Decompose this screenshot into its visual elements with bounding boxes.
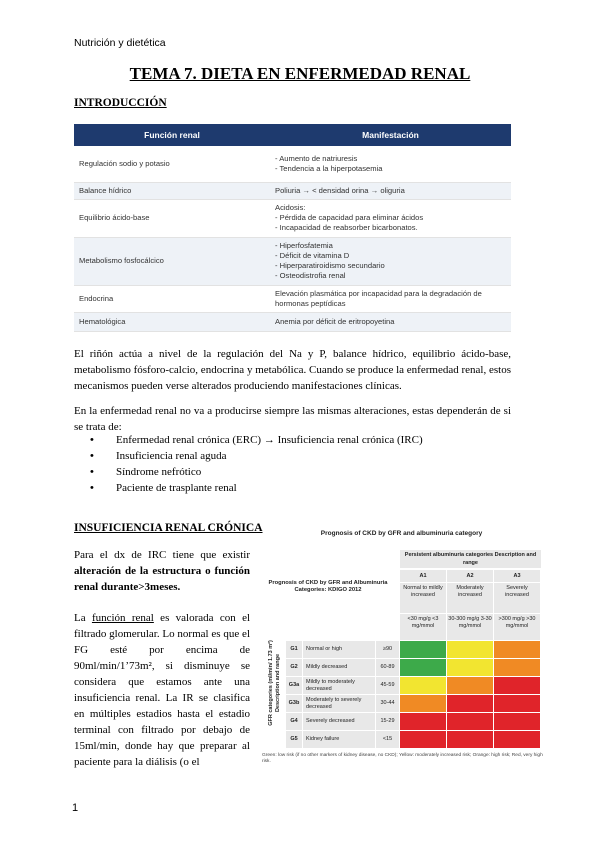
funcion-cell: Hematológica	[74, 312, 270, 331]
g-category-range: 15-29	[376, 713, 399, 730]
manifestacion-line: Acidosis:	[275, 203, 306, 212]
risk-cell	[447, 677, 493, 694]
irc-heading: INSUFICIENCIA RENAL CRÓNICA	[74, 522, 263, 534]
funcion-cell: Equilibrio ácido-base	[74, 199, 270, 237]
irc-p1-bold: alteración de la estructura o función renal durante>3meses.	[74, 565, 250, 593]
g-category-desc: Mildly decreased	[303, 659, 375, 676]
a-category-range: <30 mg/g <3 mg/mmol	[400, 614, 446, 640]
manifestacion-cell	[270, 285, 511, 312]
a-category-range: >300 mg/g >30 mg/mmol	[494, 614, 540, 640]
g-category-desc: Normal or high	[303, 641, 375, 658]
manifestacion-cell	[270, 199, 511, 237]
list-item: • Paciente de trasplante renal	[116, 480, 423, 496]
manifestacion-line: - Incapacidad de reabsorber bicarbonatos.	[275, 223, 418, 232]
g-category-code: G5	[286, 731, 302, 748]
risk-cell	[494, 659, 540, 676]
a-category-desc: Moderately increased	[447, 583, 493, 613]
risk-cell	[400, 641, 446, 658]
g-category-code: G3a	[286, 677, 302, 694]
a-category-desc: Severely increased	[494, 583, 540, 613]
a-category-code: A3	[494, 570, 540, 582]
manifestacion-cell	[270, 237, 511, 285]
paragraph-kidney-functions: El riñón actúa a nivel de la regulación del Na y P, balance hídrico, equilibrio ácido-base, metabolismo fósforo-calcio, endocrina y metabólica. Cuando se produce la enfermedad renal, estos mecanismos pueden verse alterados produciendo manifestaciones clínicas.	[74, 348, 511, 392]
g-category-range: ≥90	[376, 641, 399, 658]
paragraph-alterations: En la enfermedad renal no va a producirse siempre las mismas alteraciones, estas dependerán de si se trata de:	[74, 405, 511, 433]
risk-cell	[494, 677, 540, 694]
intro-heading: INTRODUCCIÓN	[74, 97, 167, 109]
g-category-desc: Mildly to moderately decreased	[303, 677, 375, 694]
ckd-footer: Green: low risk (if no other markers of kidney disease, no CKD); Yellow: moderately increased risk; Orange: high risk; Red, very high risk.	[262, 753, 543, 764]
list-item: • Enfermedad renal crónica (ERC) → Insuficiencia renal crónica (IRC)	[116, 432, 423, 448]
risk-cell	[494, 695, 540, 712]
irc-p2-post: es valorada con el filtrado glomerular. Lo normal es que el FG esté por encima de 90ml/min/1’73m², si disminuye se considera que estamos ante una insuficiencia renal. La IR se clasifica en múltiples estadios hasta el estadio terminal con filtrado por debajo de 15ml/min, donde hay que preparar al paciente para la diálisis (o el	[74, 612, 251, 768]
funcion-cell: Regulación sodio y potasio	[74, 146, 270, 182]
g-category-code: G4	[286, 713, 302, 730]
g-category-code: G2	[286, 659, 302, 676]
g-category-desc: Moderately to severely decreased	[303, 695, 375, 712]
funcion-cell: Metabolismo fosfocálcico	[74, 237, 270, 285]
risk-cell	[447, 731, 493, 748]
irc-p1-text: Para el dx de IRC tiene que existir	[74, 549, 250, 561]
manifestacion-cell	[270, 312, 511, 331]
manifestacion-line: - Hiperparatiroidismo secundario	[275, 261, 385, 270]
irc-p2-pre: La	[74, 612, 92, 624]
table-row	[74, 146, 511, 182]
risk-cell	[447, 713, 493, 730]
funcion-cell: Endocrina	[74, 285, 270, 312]
risk-cell	[400, 677, 446, 694]
risk-cell	[494, 713, 540, 730]
manifestacion-cell	[270, 146, 511, 182]
manifestacion-line: hormonas peptídicas	[275, 298, 346, 308]
risk-cell	[494, 731, 540, 748]
risk-cell	[447, 695, 493, 712]
g-category-range: 45-59	[376, 677, 399, 694]
table-row	[74, 285, 511, 312]
risk-cell	[447, 659, 493, 676]
function-table	[74, 124, 511, 332]
manifestacion-line: - Osteodistrofia renal	[275, 271, 346, 280]
a-category-desc: Normal to mildly increased	[400, 583, 446, 613]
risk-cell	[400, 659, 446, 676]
table-row	[74, 237, 511, 285]
manifestacion-line: - Tendencia a la hiperpotasemia	[275, 163, 383, 173]
g-category-range: 60-89	[376, 659, 399, 676]
risk-cell	[400, 695, 446, 712]
table-row	[74, 182, 511, 199]
list-item: • Síndrome nefrótico	[116, 464, 423, 480]
table-row	[74, 199, 511, 237]
g-category-code: G3b	[286, 695, 302, 712]
ckd-prognosis-chart	[260, 526, 543, 766]
g-category-code: G1	[286, 641, 302, 658]
g-category-range: <15	[376, 731, 399, 748]
a-category-range: 30-300 mg/g 3-30 mg/mmol	[447, 614, 493, 640]
irc-paragraph-function	[74, 610, 250, 770]
persistent-albuminuria-header: Persistent albuminuria categories Description and range	[400, 550, 541, 568]
g-category-desc: Kidney failure	[303, 731, 375, 748]
g-category-desc: Severely decreased	[303, 713, 375, 730]
risk-cell	[447, 641, 493, 658]
table-header-manifestacion: Manifestación	[270, 124, 511, 146]
page-number: 1	[72, 802, 79, 814]
a-category-code: A1	[400, 570, 446, 582]
irc-paragraph-diagnosis	[74, 547, 250, 595]
manifestacion-line: Elevación plasmática por incapacidad para la degradación de	[275, 288, 482, 298]
g-category-range: 30-44	[376, 695, 399, 712]
conditions-list	[74, 432, 423, 496]
risk-cell	[400, 731, 446, 748]
risk-cell	[494, 641, 540, 658]
running-header: Nutrición y dietética	[74, 37, 166, 49]
manifestacion-line: - Hiperfosfatemia	[275, 241, 333, 250]
table-header-funcion: Función renal	[74, 124, 270, 146]
manifestacion-line: Poliuria → < densidad orina → oliguria	[275, 185, 405, 195]
manifestacion-line: Anemia por déficit de eritropoyetina	[275, 316, 395, 326]
table-row	[74, 312, 511, 331]
gfr-side-label: GFR categories (ml/min/ 1.73 m²) Description and range	[268, 640, 281, 726]
page-title: TEMA 7. DIETA EN ENFERMEDAD RENAL	[129, 64, 471, 83]
manifestacion-line: - Déficit de vitamina D	[275, 251, 350, 260]
funcion-cell: Balance hídrico	[74, 182, 270, 199]
ckd-box-title: Prognosis of CKD by GFR and Albuminuria Categories: KDIGO 2012	[268, 580, 388, 593]
manifestacion-line: - Aumento de natriuresis	[275, 153, 358, 163]
a-category-code: A2	[447, 570, 493, 582]
manifestacion-cell	[270, 182, 511, 199]
funcion-renal-link: función renal	[91, 612, 154, 624]
list-item: • Insuficiencia renal aguda	[116, 448, 423, 464]
risk-cell	[400, 713, 446, 730]
ckd-chart-title: Prognosis of CKD by GFR and albuminuria category	[320, 530, 483, 537]
manifestacion-line: - Pérdida de capacidad para eliminar ácidos	[275, 213, 424, 222]
